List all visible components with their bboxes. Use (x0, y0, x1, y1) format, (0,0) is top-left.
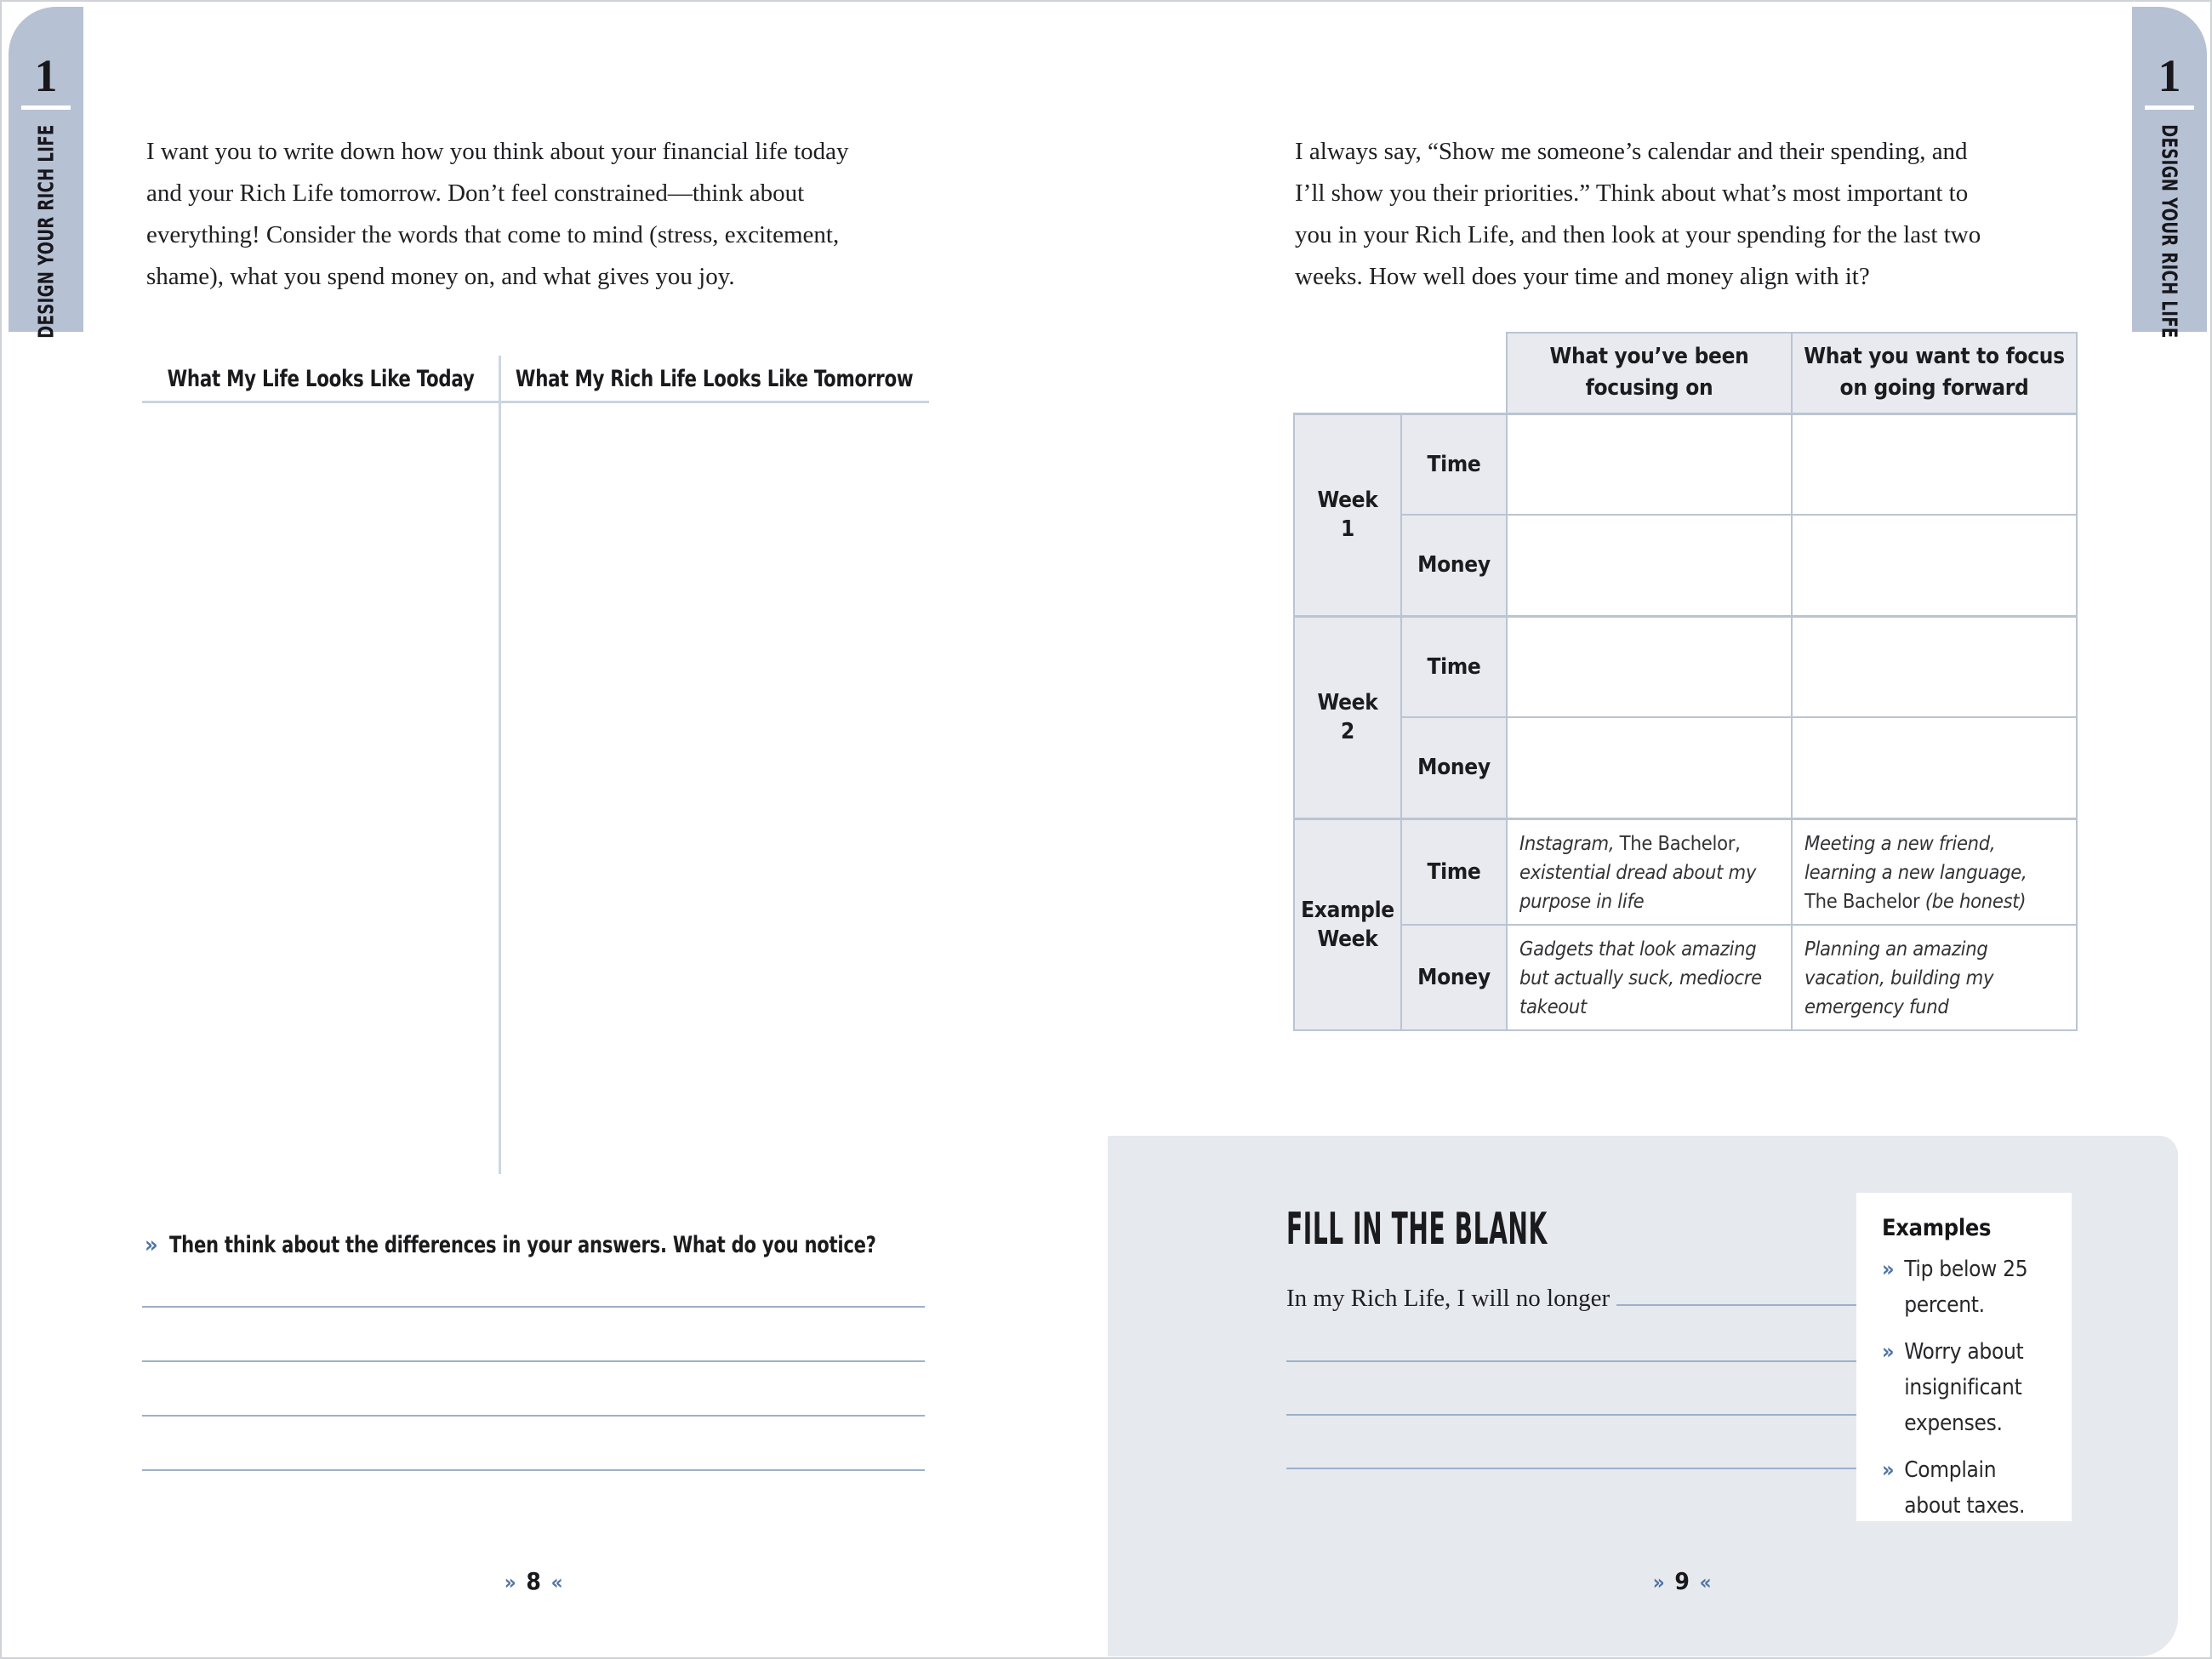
blank-line (1616, 1275, 1861, 1306)
row-label-cell: Money (1401, 515, 1507, 616)
examples-list (1882, 1251, 2055, 1524)
week-label-line: Week (1317, 690, 1378, 715)
entry-cell (1792, 616, 2077, 717)
empty-cell (1401, 333, 1507, 413)
focus-table-row (1294, 616, 2077, 717)
focus-table-row (1294, 818, 2077, 925)
header-line: on going forward (1839, 375, 2029, 402)
writing-line (142, 1415, 925, 1417)
page-number-left (142, 1567, 925, 1595)
intro-paragraph-right (1295, 131, 1981, 298)
row-label-cell: Time (1401, 616, 1507, 717)
intro-line: I’ll show you their priorities.” Think about what’s most important to (1295, 180, 1969, 207)
writing-line (1286, 1414, 1861, 1416)
reflection-prompt (145, 1232, 982, 1258)
chevron-right-icon: » (1882, 1339, 1895, 1364)
example-item (1882, 1452, 2055, 1524)
writing-line (1286, 1468, 1861, 1469)
entry-text: Gadgets that look amazing but actually suck, mediocre takeout (1519, 936, 1762, 1018)
chapter-number: 1 (2158, 50, 2181, 101)
intro-line: weeks. How well does your time and money align with it? (1295, 263, 1870, 290)
chevron-left-icon: « (1699, 1571, 1712, 1594)
table-header-tomorrow: What My Rich Life Looks Like Tomorrow (515, 365, 914, 392)
table-column-divider (499, 356, 501, 1174)
examples-title: Examples (1882, 1215, 1992, 1241)
entry-text: existential dread about my purpose in life (1519, 859, 1757, 913)
page-number-value: 8 (526, 1567, 541, 1595)
entry-text: The Bachelor, (1614, 830, 1741, 855)
entry-text: Meeting a new friend, learning a new language, (1804, 830, 2027, 884)
entry-cell (1507, 717, 1792, 818)
focus-table (1293, 332, 2078, 1031)
writing-line (142, 1306, 925, 1308)
row-label-cell: Time (1401, 413, 1507, 515)
table-header-rule (142, 401, 929, 403)
header-line: What you’ve been (1549, 344, 1749, 370)
entry-text: Instagram, (1519, 830, 1615, 855)
tab-divider (21, 105, 71, 110)
entry-cell (1507, 818, 1792, 925)
page-number-value: 9 (1674, 1567, 1690, 1595)
chevron-right-icon: » (1882, 1457, 1895, 1482)
week-label-cell (1294, 616, 1401, 818)
chevron-right-icon: » (1652, 1571, 1665, 1594)
row-label-cell: Time (1401, 818, 1507, 925)
week-label-line: Example (1301, 897, 1394, 923)
entry-cell (1792, 413, 2077, 515)
entry-cell (1507, 925, 1792, 1030)
chapter-title: DESIGN YOUR RICH LIFE (2157, 124, 2182, 339)
fill-in-sentence (1286, 1275, 1861, 1313)
entry-cell (1507, 413, 1792, 515)
focus-table-row (1294, 413, 2077, 515)
empty-cell (1294, 333, 1401, 413)
example-text: Complain about taxes. (1904, 1457, 2026, 1519)
entry-text: (be honest) (1924, 888, 2027, 913)
page-number-right (1286, 1567, 2078, 1595)
example-text: Worry about insignificant expenses. (1904, 1339, 2024, 1436)
chapter-number: 1 (34, 50, 58, 101)
chevron-right-icon: » (1882, 1257, 1895, 1281)
header-line: What you want to focus (1804, 344, 2065, 370)
writing-line (142, 1360, 925, 1362)
table-header-today: What My Life Looks Like Today (167, 365, 475, 392)
week-label-line: Week (1317, 487, 1378, 513)
chapter-tab-left (9, 7, 83, 339)
intro-line: I always say, “Show me someone’s calendar and their spending, and (1295, 138, 1968, 165)
focus-table-column-header (1792, 333, 2077, 413)
entry-cell (1507, 515, 1792, 616)
week-label-line: 1 (1341, 516, 1354, 542)
entry-cell (1792, 818, 2077, 925)
entry-cell (1792, 515, 2077, 616)
week-label-line: 2 (1341, 719, 1354, 744)
entry-text: The Bachelor (1804, 888, 1925, 913)
focus-table-column-header (1507, 333, 1792, 413)
focus-table-header-row (1294, 333, 2077, 413)
focus-table-row (1294, 717, 2077, 818)
focus-table-row (1294, 925, 2077, 1030)
example-text: Tip below 25 percent. (1904, 1257, 2028, 1318)
chapter-title: DESIGN YOUR RICH LIFE (33, 124, 59, 339)
intro-paragraph-left (146, 131, 849, 298)
intro-line: shame), what you spend money on, and what gives you joy. (146, 263, 735, 290)
chevron-left-icon: « (550, 1571, 563, 1594)
example-item (1882, 1334, 2055, 1441)
chapter-tab-right (2132, 7, 2207, 339)
row-label-cell: Money (1401, 717, 1507, 818)
intro-line: you in your Rich Life, and then look at your spending for the last two (1295, 221, 1981, 248)
week-label-cell (1294, 413, 1401, 616)
week-label-cell (1294, 818, 1401, 1030)
fill-in-heading: FILL IN THE BLANK (1286, 1204, 1548, 1255)
writing-line (142, 1469, 925, 1471)
intro-line: I want you to write down how you think about your financial life today (146, 138, 849, 165)
chevron-right-icon: » (145, 1232, 158, 1258)
entry-cell (1792, 717, 2077, 818)
example-item (1882, 1251, 2055, 1323)
header-line: focusing on (1585, 375, 1713, 402)
entry-cell (1507, 616, 1792, 717)
focus-table-row (1294, 515, 2077, 616)
sentence-text: In my Rich Life, I will no longer (1286, 1285, 1611, 1312)
entry-text: Planning an amazing vacation, building my emergency fund (1804, 936, 1994, 1018)
prompt-text: Then think about the differences in your answers. What do you notice? (169, 1232, 877, 1258)
row-label-cell: Money (1401, 925, 1507, 1030)
week-label-line: Week (1317, 926, 1378, 952)
intro-line: and your Rich Life tomorrow. Don’t feel constrained—think about (146, 180, 805, 207)
examples-box (1856, 1193, 2072, 1521)
tab-divider (2145, 105, 2194, 110)
chevron-right-icon: » (504, 1571, 516, 1594)
writing-line (1286, 1360, 1861, 1362)
intro-line: everything! Consider the words that come to mind (stress, excitement, (146, 221, 840, 248)
entry-cell (1792, 925, 2077, 1030)
